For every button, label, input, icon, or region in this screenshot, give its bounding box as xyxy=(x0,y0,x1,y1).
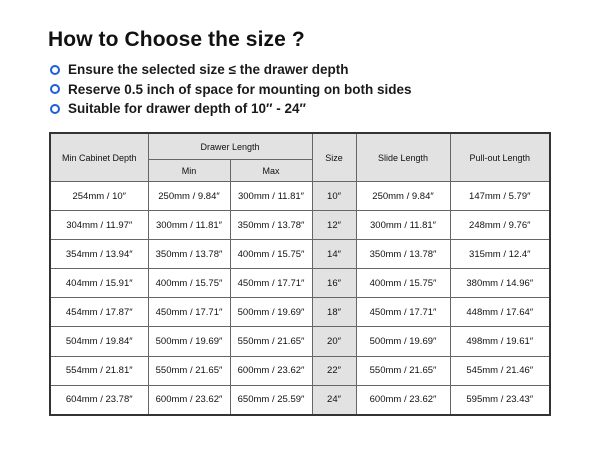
min-cabinet-depth-cell: 254mm / 10″ xyxy=(50,182,148,211)
size-cell: 14″ xyxy=(312,240,356,269)
drawer-min-cell: 550mm / 21.65″ xyxy=(148,356,230,385)
slide-length-cell: 300mm / 11.81″ xyxy=(356,211,450,240)
header-size: Size xyxy=(312,133,356,182)
circle-bullet-icon xyxy=(50,104,60,114)
drawer-max-cell: 400mm / 15.75″ xyxy=(230,240,312,269)
drawer-max-cell: 650mm / 25.59″ xyxy=(230,385,312,415)
min-cabinet-depth-cell: 604mm / 23.78″ xyxy=(50,385,148,415)
header-pull-out-length: Pull-out Length xyxy=(450,133,550,182)
pull-out-length-cell: 448mm / 17.64″ xyxy=(450,298,550,327)
drawer-min-cell: 300mm / 11.81″ xyxy=(148,211,230,240)
size-cell: 22″ xyxy=(312,356,356,385)
size-cell: 18″ xyxy=(312,298,356,327)
slide-length-cell: 600mm / 23.62″ xyxy=(356,385,450,415)
table-row xyxy=(50,298,550,327)
slide-length-cell: 350mm / 13.78″ xyxy=(356,240,450,269)
pull-out-length-cell: 315mm / 12.4″ xyxy=(450,240,550,269)
pull-out-length-cell: 498mm / 19.61″ xyxy=(450,327,550,356)
bullet-text: Suitable for drawer depth of 10″ - 24″ xyxy=(68,101,306,117)
bullet-text: Reserve 0.5 inch of space for mounting on both sides xyxy=(68,81,412,97)
size-cell: 10″ xyxy=(312,182,356,211)
table-row xyxy=(50,385,550,415)
bullet-item xyxy=(50,99,412,119)
header-min-cabinet-depth: Min Cabinet Depth xyxy=(50,133,148,182)
slide-length-cell: 400mm / 15.75″ xyxy=(356,269,450,298)
min-cabinet-depth-cell: 404mm / 15.91″ xyxy=(50,269,148,298)
min-cabinet-depth-cell: 354mm / 13.94″ xyxy=(50,240,148,269)
drawer-max-cell: 350mm / 13.78″ xyxy=(230,211,312,240)
header-min: Min xyxy=(148,160,230,182)
table-row xyxy=(50,211,550,240)
bullet-list xyxy=(50,60,412,119)
circle-bullet-icon xyxy=(50,84,60,94)
bullet-item xyxy=(50,80,412,100)
size-cell: 12″ xyxy=(312,211,356,240)
drawer-min-cell: 350mm / 13.78″ xyxy=(148,240,230,269)
circle-bullet-icon xyxy=(50,65,60,75)
pull-out-length-cell: 545mm / 21.46″ xyxy=(450,356,550,385)
table-row xyxy=(50,356,550,385)
drawer-min-cell: 400mm / 15.75″ xyxy=(148,269,230,298)
bullet-item xyxy=(50,60,412,80)
table-body xyxy=(50,182,550,415)
min-cabinet-depth-cell: 304mm / 11.97″ xyxy=(50,211,148,240)
table-row xyxy=(50,182,550,211)
drawer-max-cell: 500mm / 19.69″ xyxy=(230,298,312,327)
pull-out-length-cell: 248mm / 9.76″ xyxy=(450,211,550,240)
pull-out-length-cell: 595mm / 23.43″ xyxy=(450,385,550,415)
header-slide-length: Slide Length xyxy=(356,133,450,182)
header-drawer-length: Drawer Length xyxy=(148,133,312,160)
drawer-max-cell: 550mm / 21.65″ xyxy=(230,327,312,356)
slide-length-cell: 450mm / 17.71″ xyxy=(356,298,450,327)
drawer-max-cell: 300mm / 11.81″ xyxy=(230,182,312,211)
bullet-text: Ensure the selected size ≤ the drawer depth xyxy=(68,62,349,78)
min-cabinet-depth-cell: 554mm / 21.81″ xyxy=(50,356,148,385)
table-row xyxy=(50,327,550,356)
slide-length-cell: 500mm / 19.69″ xyxy=(356,327,450,356)
size-table xyxy=(49,132,551,416)
size-cell: 20″ xyxy=(312,327,356,356)
slide-length-cell: 250mm / 9.84″ xyxy=(356,182,450,211)
drawer-min-cell: 250mm / 9.84″ xyxy=(148,182,230,211)
pull-out-length-cell: 380mm / 14.96″ xyxy=(450,269,550,298)
table-row xyxy=(50,240,550,269)
size-cell: 16″ xyxy=(312,269,356,298)
drawer-min-cell: 450mm / 17.71″ xyxy=(148,298,230,327)
slide-length-cell: 550mm / 21.65″ xyxy=(356,356,450,385)
page-title: How to Choose the size ? xyxy=(48,28,305,51)
drawer-min-cell: 500mm / 19.69″ xyxy=(148,327,230,356)
table-row xyxy=(50,269,550,298)
size-cell: 24″ xyxy=(312,385,356,415)
pull-out-length-cell: 147mm / 5.79″ xyxy=(450,182,550,211)
min-cabinet-depth-cell: 504mm / 19.84″ xyxy=(50,327,148,356)
drawer-max-cell: 450mm / 17.71″ xyxy=(230,269,312,298)
header-max: Max xyxy=(230,160,312,182)
min-cabinet-depth-cell: 454mm / 17.87″ xyxy=(50,298,148,327)
drawer-min-cell: 600mm / 23.62″ xyxy=(148,385,230,415)
drawer-max-cell: 600mm / 23.62″ xyxy=(230,356,312,385)
